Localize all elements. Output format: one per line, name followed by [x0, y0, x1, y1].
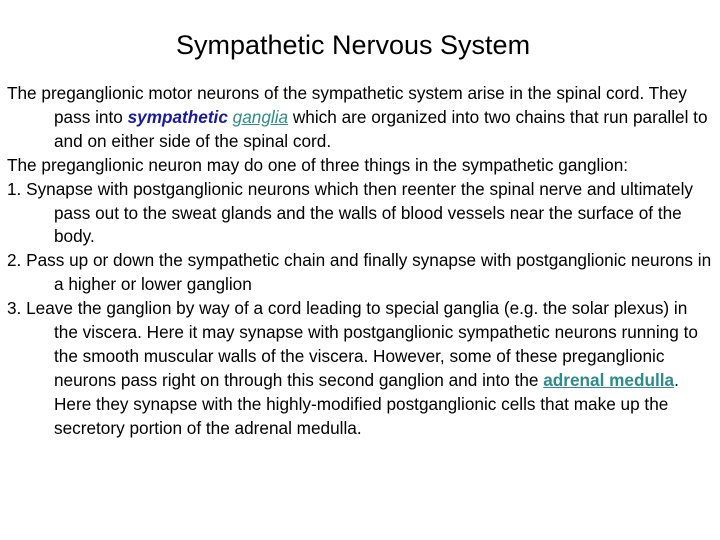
adrenal-medulla-link[interactable]: adrenal medulla [543, 369, 675, 390]
list-item-3 [7, 297, 713, 440]
paragraph-three-options: The preganglionic neuron may do one of three things in the sympathetic ganglion: [7, 154, 629, 175]
sympathetic-term: sympathetic [127, 106, 228, 127]
paragraph-preganglionic-origin [7, 82, 713, 154]
list-item-1: 1. Synapse with postganglionic neurons which then reenter the spinal nerve and ultimately pass out to the sweat glands and the walls of blood vessels near the surface of the body. [7, 178, 694, 247]
paragraph-1-text-start: The preganglionic motor neurons of the sympathetic system arise in the spinal cord. They pass into [7, 83, 687, 127]
paragraph-1-text-end: which are organized into two chains that run parallel to and on either side of the spinal cord. [54, 106, 708, 151]
ganglia-link[interactable]: ganglia [232, 106, 289, 127]
list-item-3-text-start: 3. Leave the ganglion by way of a cord leading to special ganglia (e.g. the solar plexus) in the viscera. Here it may synapse with postganglionic sympathetic neurons running to the smooth muscular walls of the viscera. However, some of these preganglionic neurons pass right on through this second ganglion and into the [7, 298, 698, 390]
list-item-3-text-end: . Here they synapse with the highly-modified postganglionic cells that make up the secretory portion of the adrenal medulla. [54, 369, 679, 438]
slide-title: Sympathetic Nervous System [175, 30, 531, 60]
slide-body [7, 82, 713, 441]
list-item-2: 2. Pass up or down the sympathetic chain and finally synapse with postganglionic neurons in a higher or lower ganglion [7, 250, 712, 295]
